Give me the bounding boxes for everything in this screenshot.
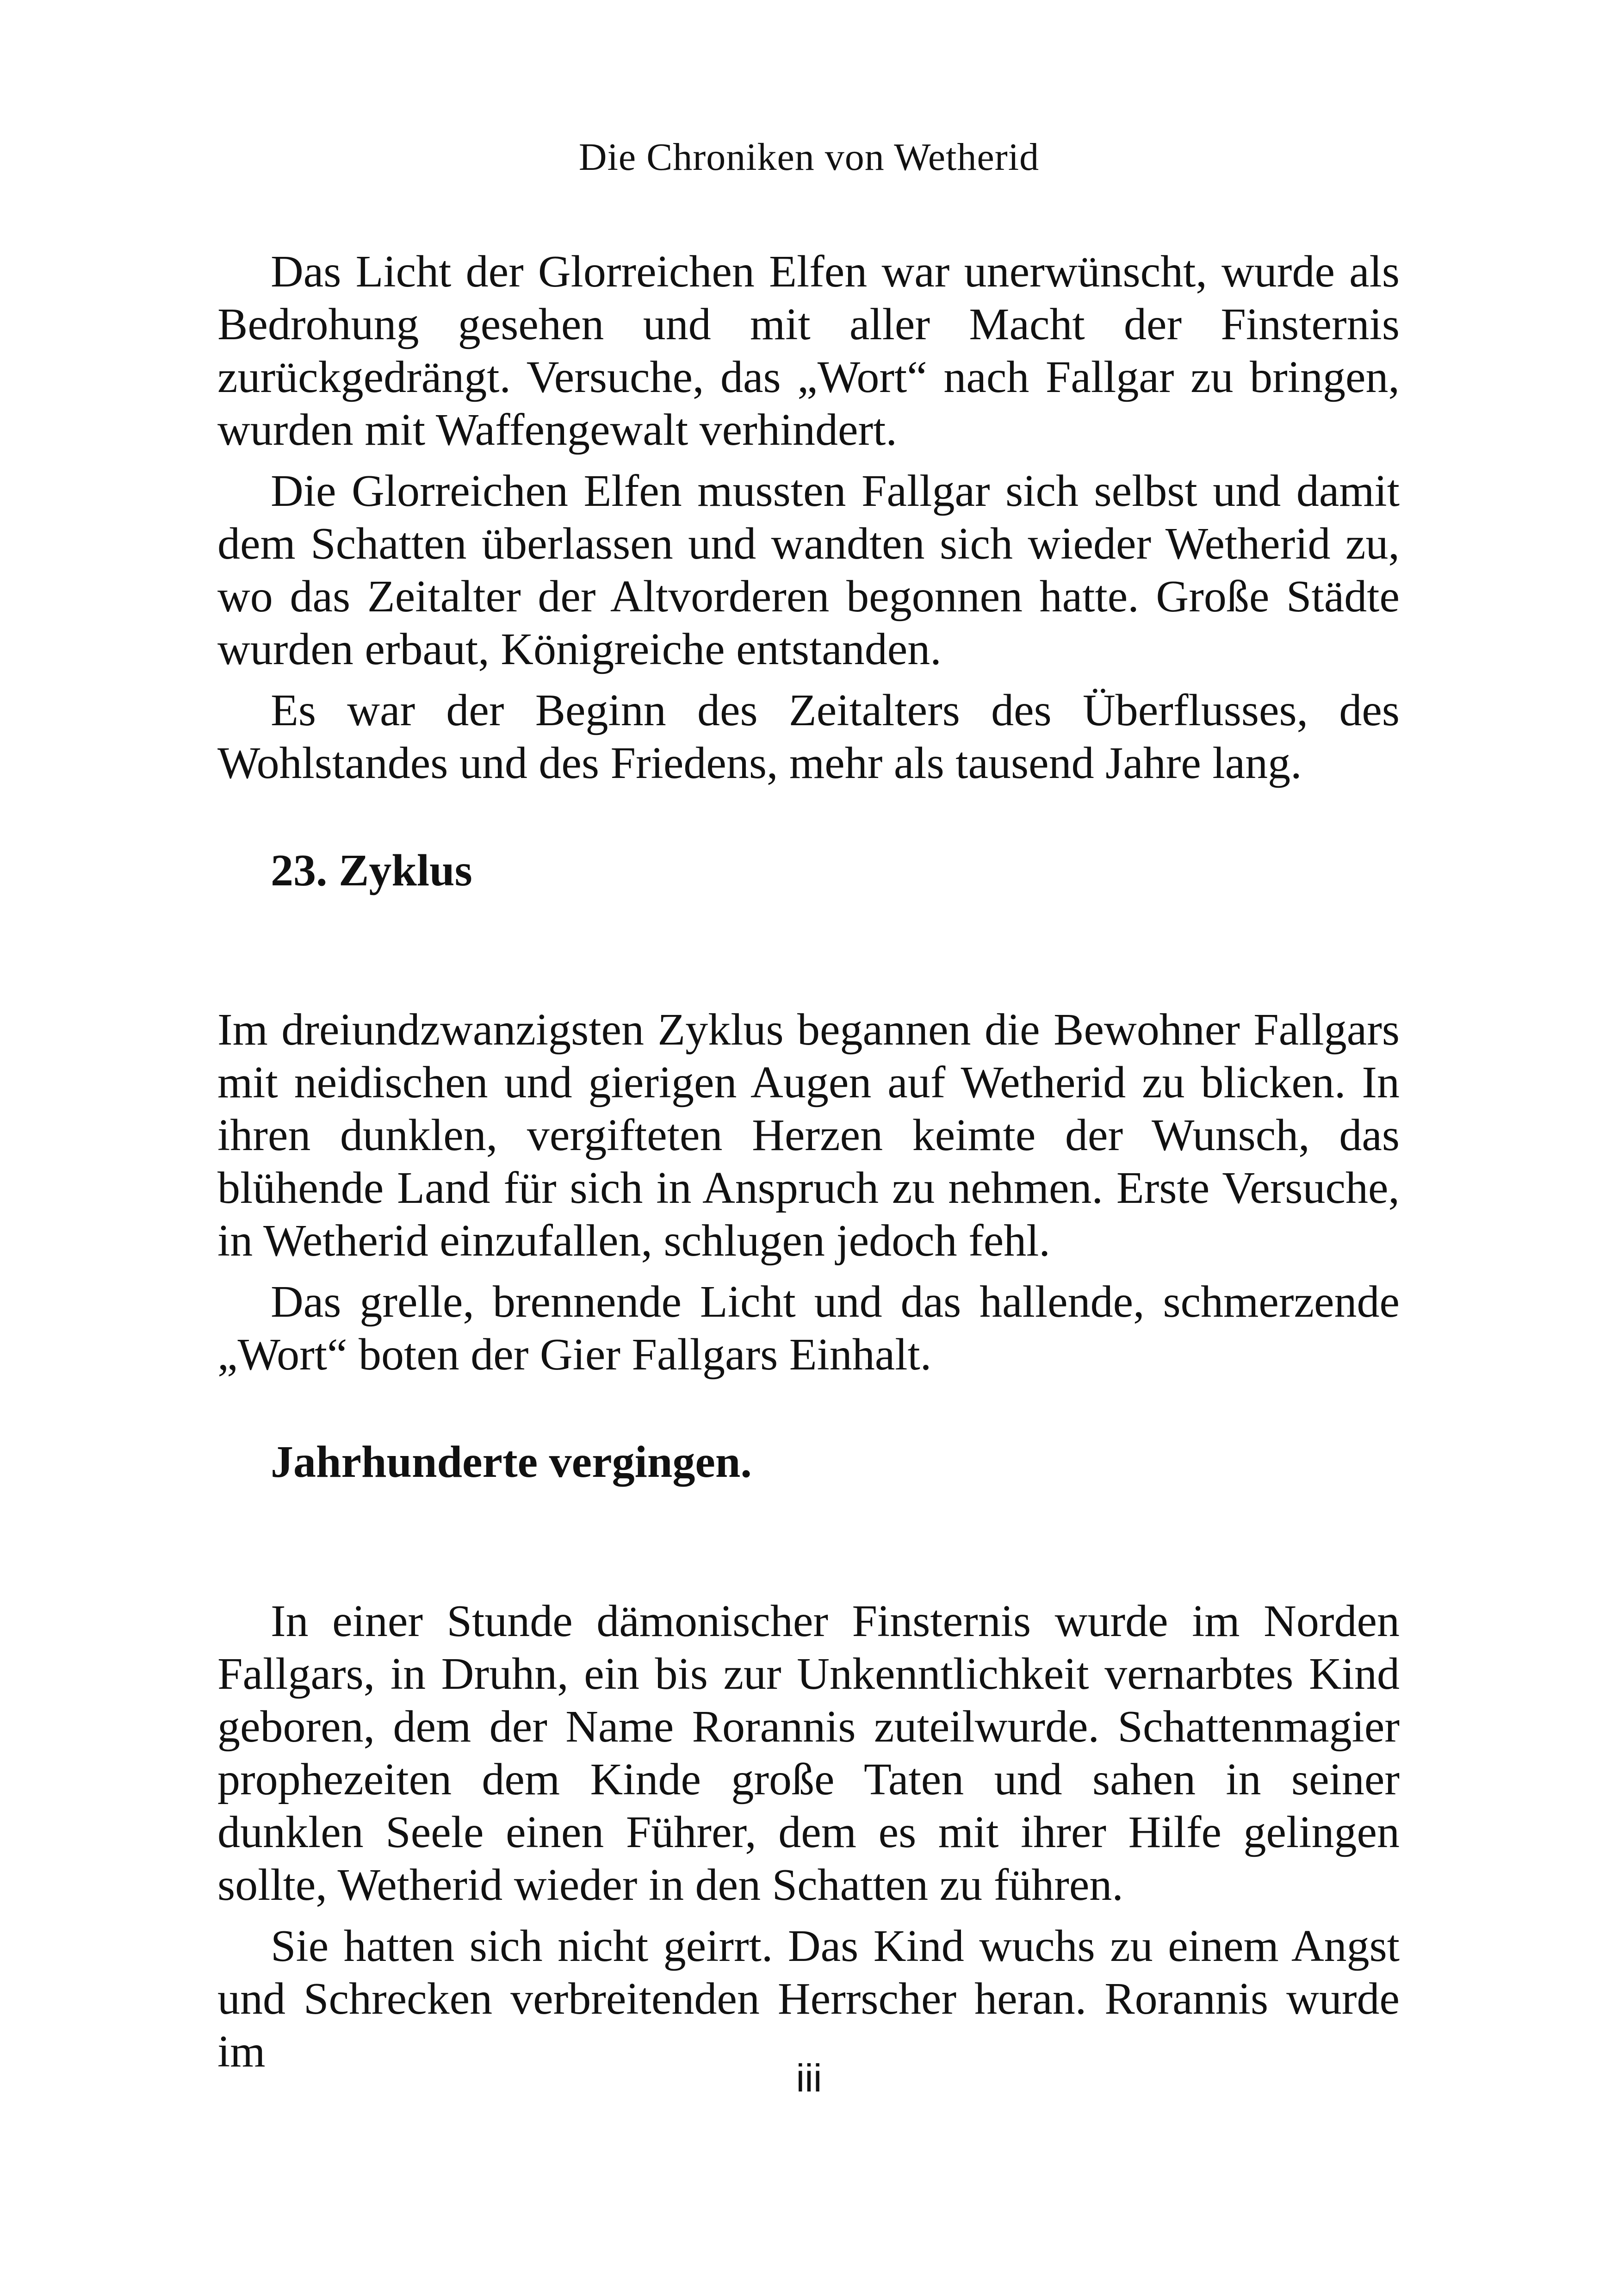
paragraph: Sie hatten sich nicht geirrt. Das Kind wuchs zu einem Angst und Schrecken verbreitenden Herrscher heran. Rorannis wurde im (217, 1921, 1400, 2077)
paragraph: Das Licht der Glorreichen Elfen war unerwünscht, wurde als Bedrohung gesehen und mit aller Macht der Finsternis zurückgedrängt. Versuche, das „Wort“ nach Fallgar zu bringen, wurden mit Waffengewalt verhindert. (217, 247, 1400, 455)
paragraph: Im dreiundzwanzigsten Zyklus begannen die Bewohner Fallgars mit neidischen und gierigen Augen auf Wetherid zu blicken. In ihren dunklen, vergifteten Herzen keimte der Wunsch, das blühende Land für sich in Anspruch zu nehmen. Erste Versuche, in Wetherid einzufallen, schlugen jedoch fehl. (217, 1005, 1400, 1266)
page-number: iii (796, 2056, 822, 2100)
body-text (217, 245, 1400, 2086)
running-head: Die Chroniken von Wetherid (578, 136, 1040, 179)
section-heading-zyklus: 23. Zyklus (271, 846, 472, 896)
paragraph: Es war der Beginn des Zeitalters des Überflusses, des Wohlstandes und des Friedens, mehr als tausend Jahre lang. (217, 685, 1400, 788)
paragraph: Das grelle, brennende Licht und das hallende, schmerzende „Wort“ boten der Gier Fallgars Einhalt. (217, 1277, 1400, 1380)
paragraph: Die Glorreichen Elfen mussten Fallgar sich selbst und damit dem Schatten überlassen und wandten sich wieder Wetherid zu, wo das Zeitalter der Altvorderen begonnen hatte. Große Städte wurden erbaut, Königreiche entstanden. (217, 466, 1400, 674)
paragraph: In einer Stunde dämonischer Finsternis wurde im Norden Fallgars, in Druhn, ein bis zur Unkenntlichkeit vernarbtes Kind geboren, dem der Name Rorannis zuteilwurde. Schattenmagier prophezeiten dem Kinde große Taten und sahen in seiner dunklen Seele einen Führer, dem es mit ihrer Hilfe gelingen sollte, Wetherid wieder in den Schatten zu führen. (217, 1596, 1400, 1910)
section-heading-jahrhunderte: Jahrhunderte vergingen. (271, 1437, 752, 1487)
